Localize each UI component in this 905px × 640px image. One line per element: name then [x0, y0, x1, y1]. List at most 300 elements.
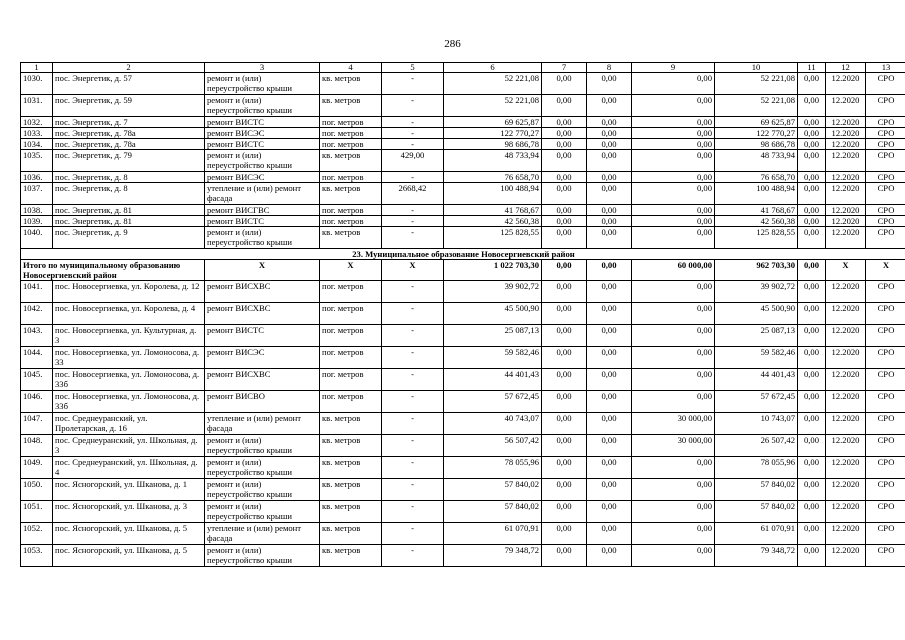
- table-cell: 0,00: [542, 216, 587, 227]
- table-cell: 0,00: [798, 391, 826, 413]
- table-cell: 57 840,02: [715, 479, 798, 501]
- table-cell: пог. метров: [320, 347, 382, 369]
- table-cell: 0,00: [632, 205, 715, 216]
- table-cell: ремонт ВИСЭС: [205, 128, 320, 139]
- table-cell: СРО: [866, 281, 905, 303]
- table-cell: 1053.: [21, 545, 53, 567]
- table-cell: 48 733,94: [444, 150, 542, 172]
- column-number-header: [21, 63, 905, 73]
- table-cell: 0,00: [587, 369, 632, 391]
- table-row: [21, 523, 905, 545]
- header-cell: 1: [21, 63, 53, 73]
- table-cell: 125 828,55: [444, 227, 542, 249]
- table-cell: ремонт и (или) переустройство крыши: [205, 95, 320, 117]
- table-cell: СРО: [866, 227, 905, 249]
- table-cell: 1030.: [21, 73, 53, 95]
- table-cell: СРО: [866, 523, 905, 545]
- table-cell: 79 348,72: [444, 545, 542, 567]
- table-cell: 52 221,08: [444, 73, 542, 95]
- table-row: [21, 183, 905, 205]
- table-cell: 0,00: [587, 413, 632, 435]
- table-cell: 0,00: [798, 128, 826, 139]
- table-cell: 0,00: [542, 73, 587, 95]
- table-cell: СРО: [866, 369, 905, 391]
- table-cell: 42 560,38: [715, 216, 798, 227]
- table-cell: 45 500,90: [715, 303, 798, 325]
- table-cell: 12.2020: [826, 172, 866, 183]
- table-cell: -: [382, 216, 444, 227]
- table-cell: 45 500,90: [444, 303, 542, 325]
- table-cell: 0,00: [587, 183, 632, 205]
- table-cell: 0,00: [632, 501, 715, 523]
- table-row: [21, 545, 905, 567]
- table-cell: СРО: [866, 391, 905, 413]
- table-cell: 0,00: [542, 183, 587, 205]
- header-cell: 2: [53, 63, 205, 73]
- table-cell: 0,00: [587, 545, 632, 567]
- table-cell: пос. Новосергиевка, ул. Королева, д. 4: [53, 303, 205, 325]
- table-cell: 0,00: [587, 150, 632, 172]
- table-cell: 0,00: [587, 435, 632, 457]
- table-cell: пос. Энергетик, д. 81: [53, 205, 205, 216]
- table-cell: 0,00: [632, 369, 715, 391]
- table-cell: ремонт ВИСВО: [205, 391, 320, 413]
- table-cell: 1032.: [21, 117, 53, 128]
- table-cell: 30 000,00: [632, 435, 715, 457]
- table-cell: 0,00: [632, 128, 715, 139]
- table-cell: пос. Среднеуранский, ул. Школьная, д. 4: [53, 457, 205, 479]
- table-row: [21, 128, 905, 139]
- table-cell: 40 743,07: [444, 413, 542, 435]
- table-cell: пог. метров: [320, 369, 382, 391]
- total-cell: 0,00: [542, 260, 587, 281]
- table-cell: 12.2020: [826, 117, 866, 128]
- table-cell: 0,00: [587, 216, 632, 227]
- table-cell: 0,00: [632, 523, 715, 545]
- table-cell: пог. метров: [320, 205, 382, 216]
- table-cell: пос. Новосергиевка, ул. Ломоносова, д. 33б: [53, 391, 205, 413]
- table-cell: кв. метров: [320, 73, 382, 95]
- header-cell: 13: [866, 63, 905, 73]
- table-cell: 39 902,72: [715, 281, 798, 303]
- table-row: [21, 139, 905, 150]
- table-cell: 0,00: [632, 139, 715, 150]
- table-cell: СРО: [866, 95, 905, 117]
- header-cell: 6: [444, 63, 542, 73]
- table-cell: ремонт ВИСТС: [205, 117, 320, 128]
- table-cell: 0,00: [632, 457, 715, 479]
- table-cell: 0,00: [798, 150, 826, 172]
- table-cell: -: [382, 413, 444, 435]
- table-cell: 0,00: [798, 95, 826, 117]
- table-cell: 0,00: [587, 227, 632, 249]
- table-cell: 0,00: [542, 413, 587, 435]
- table-cell: кв. метров: [320, 413, 382, 435]
- table-cell: 98 686,78: [444, 139, 542, 150]
- table-cell: 12.2020: [826, 501, 866, 523]
- table-cell: пос. Ясногорский, ул. Шканова, д. 3: [53, 501, 205, 523]
- table-cell: 429,00: [382, 150, 444, 172]
- table-cell: -: [382, 172, 444, 183]
- table-cell: 1033.: [21, 128, 53, 139]
- table-cell: 0,00: [587, 325, 632, 347]
- table-cell: -: [382, 545, 444, 567]
- table-cell: ремонт и (или) переустройство крыши: [205, 227, 320, 249]
- table-cell: 12.2020: [826, 303, 866, 325]
- table-cell: -: [382, 303, 444, 325]
- table-cell: 76 658,70: [444, 172, 542, 183]
- table-cell: 1050.: [21, 479, 53, 501]
- table-cell: 0,00: [587, 523, 632, 545]
- table-cell: 1052.: [21, 523, 53, 545]
- table-cell: ремонт ВИСХВС: [205, 281, 320, 303]
- table-cell: 57 840,02: [444, 501, 542, 523]
- table-cell: пос. Ясногорский, ул. Шканова, д. 1: [53, 479, 205, 501]
- table-cell: 0,00: [587, 128, 632, 139]
- table-cell: 12.2020: [826, 95, 866, 117]
- table-cell: 0,00: [542, 95, 587, 117]
- table-cell: 39 902,72: [444, 281, 542, 303]
- table-cell: 0,00: [542, 369, 587, 391]
- table-cell: 61 070,91: [715, 523, 798, 545]
- table-cell: кв. метров: [320, 150, 382, 172]
- table-cell: 0,00: [632, 281, 715, 303]
- table-cell: утепление и (или) ремонт фасада: [205, 523, 320, 545]
- table-cell: 12.2020: [826, 457, 866, 479]
- table-cell: 0,00: [542, 523, 587, 545]
- table-row: [21, 227, 905, 249]
- table-cell: 1051.: [21, 501, 53, 523]
- table-row: [21, 150, 905, 172]
- table-cell: 1034.: [21, 139, 53, 150]
- table-cell: ремонт и (или) переустройство крыши: [205, 73, 320, 95]
- table-row: [21, 435, 905, 457]
- table-cell: 0,00: [798, 205, 826, 216]
- table-cell: 52 221,08: [715, 73, 798, 95]
- total-cell: X: [382, 260, 444, 281]
- table-cell: 1043.: [21, 325, 53, 347]
- table-cell: СРО: [866, 128, 905, 139]
- total-cell: 962 703,30: [715, 260, 798, 281]
- table-cell: пос. Новосергиевка, ул. Ломоносова, д. 33: [53, 347, 205, 369]
- table-cell: пог. метров: [320, 325, 382, 347]
- table-cell: ремонт и (или) переустройство крыши: [205, 501, 320, 523]
- table-cell: 0,00: [542, 172, 587, 183]
- table-cell: 2668,42: [382, 183, 444, 205]
- total-cell: 60 000,00: [632, 260, 715, 281]
- table-cell: 44 401,43: [715, 369, 798, 391]
- table-cell: -: [382, 523, 444, 545]
- table-cell: -: [382, 391, 444, 413]
- table-cell: пос. Энергетик, д. 7: [53, 117, 205, 128]
- table-cell: -: [382, 281, 444, 303]
- table-cell: 78 055,96: [444, 457, 542, 479]
- table-cell: 1037.: [21, 183, 53, 205]
- header-cell: 10: [715, 63, 798, 73]
- table-cell: 1038.: [21, 205, 53, 216]
- table-row: [21, 205, 905, 216]
- table-cell: 0,00: [587, 281, 632, 303]
- table-cell: 0,00: [542, 325, 587, 347]
- total-cell: 0,00: [798, 260, 826, 281]
- table-cell: 25 087,13: [715, 325, 798, 347]
- table-cell: -: [382, 117, 444, 128]
- header-cell: 12: [826, 63, 866, 73]
- total-cell: X: [866, 260, 905, 281]
- total-cell: 0,00: [587, 260, 632, 281]
- table-cell: 12.2020: [826, 325, 866, 347]
- table-cell: 0,00: [632, 183, 715, 205]
- table-cell: кв. метров: [320, 95, 382, 117]
- table-cell: пос. Ясногорский, ул. Шканова, д. 5: [53, 523, 205, 545]
- table-cell: 12.2020: [826, 150, 866, 172]
- table-cell: 0,00: [542, 435, 587, 457]
- table-cell: 12.2020: [826, 523, 866, 545]
- table-cell: -: [382, 479, 444, 501]
- table-cell: 0,00: [632, 117, 715, 128]
- table-cell: 98 686,78: [715, 139, 798, 150]
- table-cell: ремонт ВИСХВС: [205, 303, 320, 325]
- table-cell: кв. метров: [320, 479, 382, 501]
- table-cell: кв. метров: [320, 183, 382, 205]
- header-cell: 11: [798, 63, 826, 73]
- table-cell: 12.2020: [826, 216, 866, 227]
- table-cell: пог. метров: [320, 391, 382, 413]
- table-cell: 52 221,08: [715, 95, 798, 117]
- table-cell: 0,00: [587, 117, 632, 128]
- table-cell: СРО: [866, 413, 905, 435]
- table-cell: 122 770,27: [444, 128, 542, 139]
- page-number: 286: [444, 38, 461, 50]
- table-cell: 12.2020: [826, 413, 866, 435]
- table-cell: 0,00: [798, 73, 826, 95]
- table-cell: 0,00: [587, 95, 632, 117]
- table-cell: 44 401,43: [444, 369, 542, 391]
- table-row: [21, 457, 905, 479]
- table-cell: 41 768,67: [444, 205, 542, 216]
- table-cell: 26 507,42: [715, 435, 798, 457]
- table-cell: 0,00: [798, 413, 826, 435]
- table-cell: пос. Среднеуранский, ул. Пролетарская, д. 16: [53, 413, 205, 435]
- table-cell: 0,00: [798, 172, 826, 183]
- table-cell: кв. метров: [320, 523, 382, 545]
- table-cell: ремонт ВИСХВС: [205, 369, 320, 391]
- capital-repair-table: [20, 62, 905, 567]
- table-cell: 0,00: [542, 128, 587, 139]
- table-cell: СРО: [866, 347, 905, 369]
- table-cell: -: [382, 227, 444, 249]
- table-cell: 0,00: [798, 523, 826, 545]
- table-cell: 0,00: [798, 303, 826, 325]
- table-cell: -: [382, 205, 444, 216]
- table-cell: пог. метров: [320, 172, 382, 183]
- table-cell: 0,00: [798, 216, 826, 227]
- table-cell: 1044.: [21, 347, 53, 369]
- table-cell: СРО: [866, 139, 905, 150]
- table-row: [21, 95, 905, 117]
- table-cell: 41 768,67: [715, 205, 798, 216]
- table-cell: 0,00: [542, 501, 587, 523]
- table-cell: 0,00: [587, 391, 632, 413]
- table-cell: СРО: [866, 150, 905, 172]
- table-cell: -: [382, 128, 444, 139]
- table-cell: 76 658,70: [715, 172, 798, 183]
- table-cell: 0,00: [632, 216, 715, 227]
- table-cell: ремонт ВИСТС: [205, 216, 320, 227]
- table-row: [21, 117, 905, 128]
- table-cell: пос. Энергетик, д. 78а: [53, 139, 205, 150]
- table-cell: 1045.: [21, 369, 53, 391]
- table-cell: 57 672,45: [715, 391, 798, 413]
- table-cell: 79 348,72: [715, 545, 798, 567]
- table-cell: 0,00: [798, 347, 826, 369]
- table-cell: пос. Энергетик, д. 8: [53, 183, 205, 205]
- table-cell: 0,00: [632, 545, 715, 567]
- table-cell: пос. Энергетик, д. 9: [53, 227, 205, 249]
- table-cell: 10 743,07: [715, 413, 798, 435]
- table-cell: ремонт и (или) переустройство крыши: [205, 545, 320, 567]
- table-cell: 0,00: [632, 172, 715, 183]
- table-cell: 0,00: [632, 73, 715, 95]
- section-heading-row: [21, 249, 905, 260]
- table-cell: 52 221,08: [444, 95, 542, 117]
- table-cell: СРО: [866, 479, 905, 501]
- table-cell: 57 840,02: [715, 501, 798, 523]
- table-cell: 1031.: [21, 95, 53, 117]
- table-cell: -: [382, 73, 444, 95]
- table-cell: 25 087,13: [444, 325, 542, 347]
- table-cell: СРО: [866, 117, 905, 128]
- table-cell: 0,00: [632, 227, 715, 249]
- total-cell: X: [320, 260, 382, 281]
- table-cell: 0,00: [587, 479, 632, 501]
- table-cell: пос. Энергетик, д. 79: [53, 150, 205, 172]
- table-row: [21, 281, 905, 303]
- table-cell: 0,00: [542, 457, 587, 479]
- table-cell: утепление и (или) ремонт фасада: [205, 183, 320, 205]
- table-cell: -: [382, 95, 444, 117]
- table-cell: пос. Энергетик, д. 57: [53, 73, 205, 95]
- table-cell: 0,00: [542, 117, 587, 128]
- table-cell: 57 672,45: [444, 391, 542, 413]
- header-cell: 9: [632, 63, 715, 73]
- table-row: [21, 216, 905, 227]
- table-cell: СРО: [866, 545, 905, 567]
- header-cell: 7: [542, 63, 587, 73]
- table-cell: 0,00: [632, 391, 715, 413]
- table-cell: 59 582,46: [715, 347, 798, 369]
- table-cell: 12.2020: [826, 205, 866, 216]
- table-cell: 0,00: [542, 150, 587, 172]
- table-cell: 12.2020: [826, 281, 866, 303]
- table-cell: 1049.: [21, 457, 53, 479]
- table-cell: пос. Среднеуранский, ул. Школьная, д. 3: [53, 435, 205, 457]
- table-row: [21, 172, 905, 183]
- table-cell: ремонт ВИСТС: [205, 139, 320, 150]
- table-cell: 0,00: [632, 479, 715, 501]
- table-cell: 0,00: [798, 435, 826, 457]
- table-cell: пос. Ясногорский, ул. Шканова, д. 5: [53, 545, 205, 567]
- table-cell: 12.2020: [826, 369, 866, 391]
- table-cell: 122 770,27: [715, 128, 798, 139]
- table-cell: 0,00: [542, 545, 587, 567]
- table-cell: 0,00: [587, 457, 632, 479]
- table-cell: СРО: [866, 457, 905, 479]
- table-row: [21, 391, 905, 413]
- table-cell: 0,00: [542, 227, 587, 249]
- table-cell: СРО: [866, 501, 905, 523]
- table-cell: 0,00: [798, 479, 826, 501]
- table-cell: -: [382, 369, 444, 391]
- table-cell: 78 055,96: [715, 457, 798, 479]
- header-cell: 3: [205, 63, 320, 73]
- total-cell: X: [205, 260, 320, 281]
- table-cell: 12.2020: [826, 435, 866, 457]
- table-cell: 1048.: [21, 435, 53, 457]
- table-cell: пос. Энергетик, д. 8: [53, 172, 205, 183]
- table-cell: 12.2020: [826, 391, 866, 413]
- table-cell: 0,00: [632, 95, 715, 117]
- table-cell: 100 488,94: [444, 183, 542, 205]
- table-cell: 0,00: [798, 117, 826, 128]
- table-cell: СРО: [866, 183, 905, 205]
- table-cell: ремонт и (или) переустройство крыши: [205, 457, 320, 479]
- table-cell: 0,00: [542, 139, 587, 150]
- table-row: [21, 479, 905, 501]
- table-cell: 0,00: [798, 325, 826, 347]
- table-cell: 61 070,91: [444, 523, 542, 545]
- table-cell: -: [382, 139, 444, 150]
- table-cell: 30 000,00: [632, 413, 715, 435]
- table-cell: 0,00: [587, 139, 632, 150]
- table-cell: 0,00: [798, 139, 826, 150]
- table-cell: 56 507,42: [444, 435, 542, 457]
- table-cell: 0,00: [632, 325, 715, 347]
- table-cell: 12.2020: [826, 73, 866, 95]
- table-cell: 0,00: [587, 172, 632, 183]
- table-cell: 1041.: [21, 281, 53, 303]
- total-label: Итого по муниципальному образованию Новосергиевский район: [21, 260, 205, 281]
- table-cell: -: [382, 435, 444, 457]
- table-cell: 1046.: [21, 391, 53, 413]
- table-cell: 42 560,38: [444, 216, 542, 227]
- table-cell: 0,00: [798, 501, 826, 523]
- table-row: [21, 501, 905, 523]
- table-cell: 0,00: [542, 479, 587, 501]
- table-cell: 0,00: [542, 281, 587, 303]
- table-cell: 12.2020: [826, 227, 866, 249]
- table-cell: 48 733,94: [715, 150, 798, 172]
- table-cell: кв. метров: [320, 545, 382, 567]
- table-cell: кв. метров: [320, 227, 382, 249]
- table-cell: ремонт ВИСГВС: [205, 205, 320, 216]
- table-cell: пог. метров: [320, 117, 382, 128]
- table-cell: ремонт ВИСЭС: [205, 172, 320, 183]
- table-cell: -: [382, 347, 444, 369]
- table-cell: 0,00: [587, 501, 632, 523]
- table-cell: 59 582,46: [444, 347, 542, 369]
- table-cell: ремонт и (или) переустройство крыши: [205, 150, 320, 172]
- table-cell: 0,00: [798, 183, 826, 205]
- table-row: [21, 73, 905, 95]
- header-cell: 8: [587, 63, 632, 73]
- table-cell: ремонт и (или) переустройство крыши: [205, 479, 320, 501]
- table-cell: 0,00: [798, 369, 826, 391]
- table-cell: 100 488,94: [715, 183, 798, 205]
- table-cell: ремонт и (или) переустройство крыши: [205, 435, 320, 457]
- table-cell: 1039.: [21, 216, 53, 227]
- table-cell: пог. метров: [320, 128, 382, 139]
